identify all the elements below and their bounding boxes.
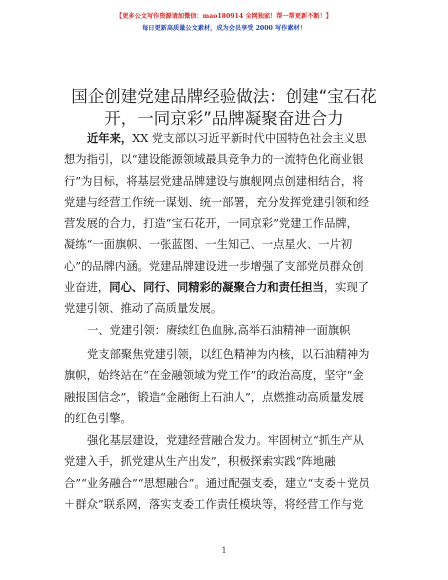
section-1-paragraph-2 [64,430,386,515]
paragraph-line: 的红色引擎。 [64,411,132,425]
promo-banner-line-1: 【更多公文写作资源请加微信：mao180914 全网独家！帮一帮更新不断！】 [116,13,332,20]
section-heading-1: 一、党建引领：赓续红色血脉,高举石油精神一面旗帜 [87,324,351,337]
page-number: 1 [221,546,227,555]
paragraph-line: 旗帜，始终站在“在金融领域为党工作”的政治高度，坚守“金 [64,369,364,383]
paragraph-line: 党建引领、推动了高质量发展。 [64,302,223,316]
lead-phrase: 近年来， [87,131,133,145]
paragraph-line: 行”为目标，将基层党建品牌建设与旗舰网点创建相结合，将 [64,174,364,188]
document-title-line-2: 开，一同京彩”品牌凝聚奋进合力 [104,109,344,128]
section-1-paragraph-1 [64,344,386,429]
paragraph-line: 党支部聚焦党建引领，以红色精神为内核，以石油精神为 [87,348,370,361]
paragraph-line: 凝练“一面旗帜、一张蓝图、一生知己、一点星火、一片初 [64,238,353,252]
paragraph-line: 营发展的合力，打造“宝石花开，一同京彩”党建工作品牌， [64,217,358,231]
paragraph-line: 合”“业务融合”“思想融合”。通过配强支委，建立“支委＋党员 [64,476,370,490]
intro-paragraph [64,128,386,320]
paragraph-line: 融报国信念”，锻造“金融街上石油人”，点燃推动高质量发展 [64,390,364,404]
paragraph-line: 心”的品牌内涵。党建品牌建设进一步增强了支部党员群众创 [64,259,364,273]
paragraph-line: 党建入手，抓党建从生产出发”，积极探索实践“阵地融 [64,455,336,469]
paragraph-line: 近年来，XX 党支部以习近平新时代中国特色社会主义思 [87,131,367,145]
paragraph-line: 想为指引，以“建设能源领域最具竞争力的一流特色化商业银 [64,153,364,167]
paragraph-line: 党建与经营工作统一谋划、统一部署，充分发挥党建引领和经 [64,195,370,209]
promo-banner-line-2: 每日更新高质量公文素材，成为会员享受 2000 写作素材！ [142,25,306,32]
emphasized-phrase: 同心、同行、同精彩的凝聚合力和责任担当 [109,280,324,295]
paragraph-line: 业奋进，同心、同行、同精彩的凝聚合力和责任担当，实现了 [64,280,370,295]
paragraph-line: 强化基层建设，党建经营融合发力。牢固树立“抓生产从 [87,434,364,447]
paragraph-line: ＋群众”联系网，落实支委工作责任模块等，将经营工作与党 [64,497,364,511]
document-title-line-1: 国企创建党建品牌经验做法：创建“宝石花 [71,87,377,106]
